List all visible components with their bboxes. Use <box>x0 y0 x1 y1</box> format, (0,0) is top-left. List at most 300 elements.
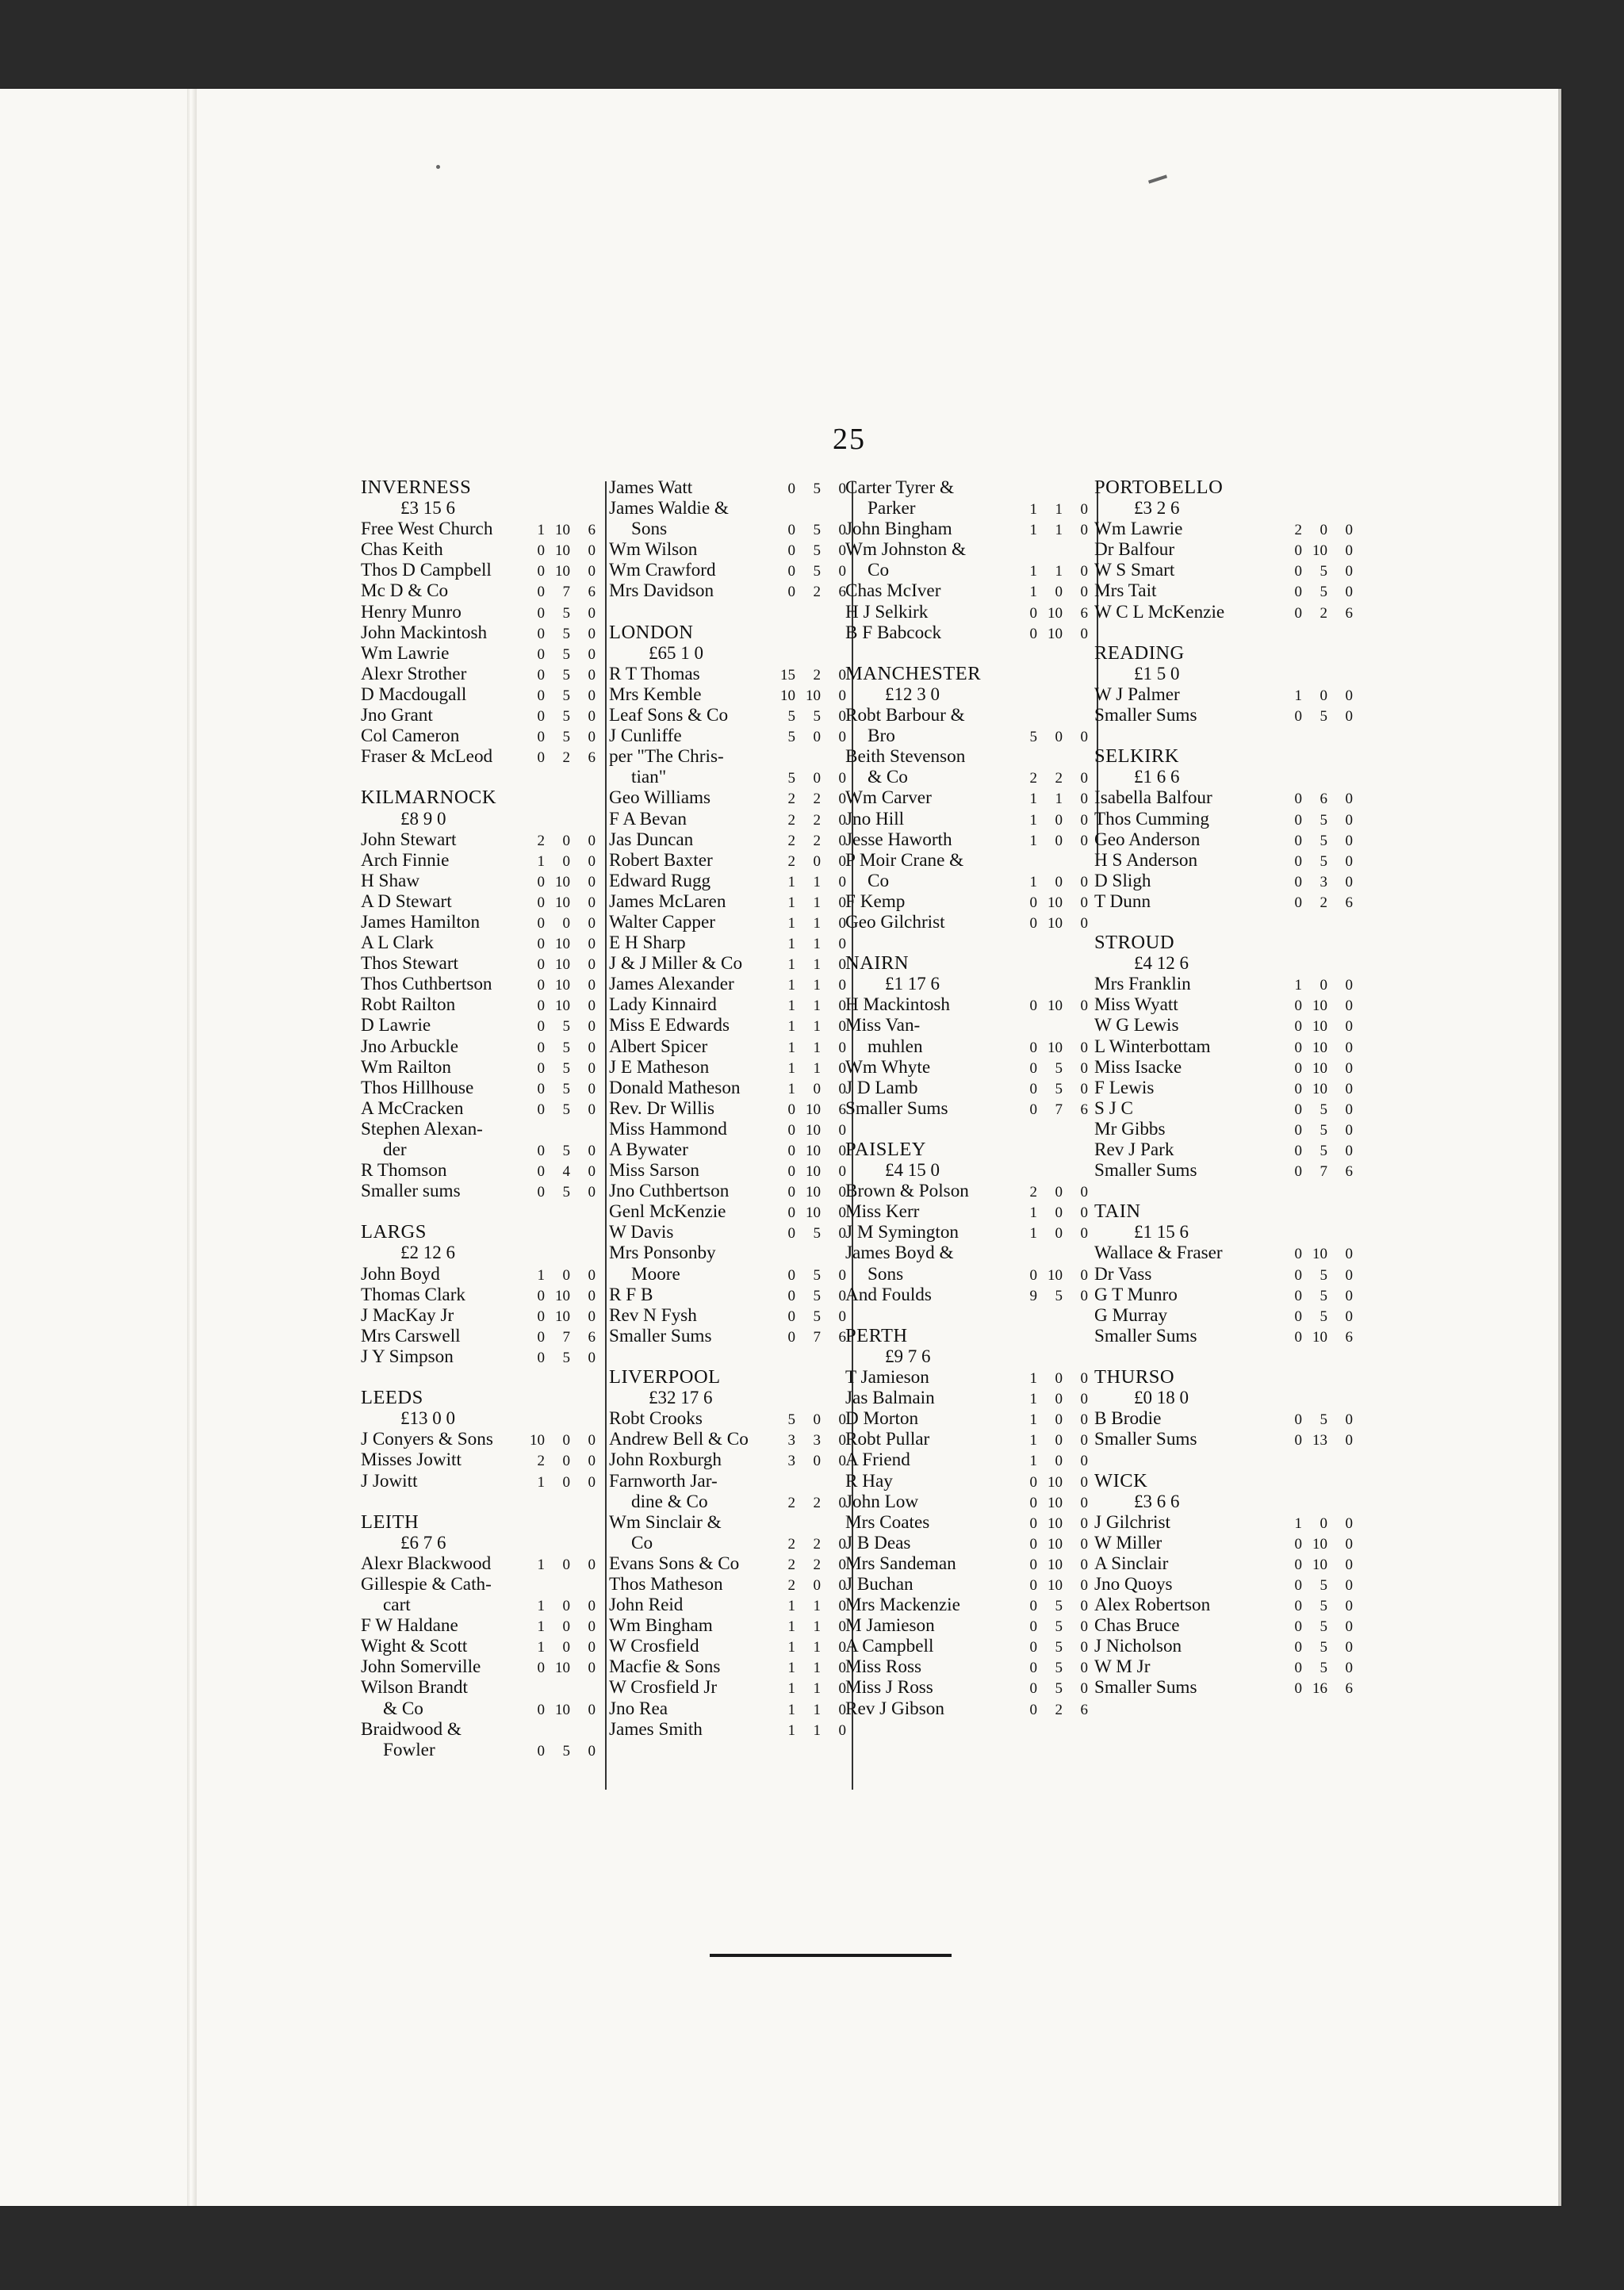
subscriber-name: Wm Carver <box>845 787 932 809</box>
amount <box>773 1721 849 1741</box>
amount-pence: 0 <box>1345 1266 1353 1284</box>
amount-pounds: 0 <box>1029 998 1037 1015</box>
subscriber-name: Chas McIver <box>845 580 941 602</box>
amount-pounds: 15 <box>780 666 795 684</box>
amount-pounds: 0 <box>1294 998 1302 1015</box>
amount-pence: 0 <box>1345 832 1353 849</box>
amount <box>1015 1430 1091 1451</box>
amount-shillings: 1 <box>813 1039 821 1056</box>
subscriber-name: W S Smart <box>1094 560 1175 581</box>
amount-pounds: 0 <box>1294 1432 1302 1449</box>
amount <box>523 872 599 893</box>
subscriber-name: Thos Hillhouse <box>361 1077 474 1098</box>
subscriber-name: Jesse Haworth <box>845 829 952 850</box>
amount <box>1015 1203 1091 1224</box>
amount-pounds: 1 <box>1294 1515 1302 1532</box>
subscriber-name: R Hay <box>845 1470 893 1492</box>
subscriber-name: W M Jr <box>1094 1656 1151 1678</box>
subscriber-row <box>609 1574 849 1595</box>
amount-pounds: 1 <box>787 1680 795 1698</box>
amount-pounds: 0 <box>1294 1680 1302 1698</box>
subscriber-name: Wight & Scott <box>361 1636 468 1657</box>
subscriber-name: John Somerville <box>361 1656 481 1678</box>
subscriber-row <box>361 1346 599 1367</box>
amount-shillings: 1 <box>813 1598 821 1615</box>
subscriber-name: D Morton <box>845 1408 919 1430</box>
town-total: £32 17 6 <box>649 1388 713 1408</box>
amount-pounds: 0 <box>1029 894 1037 911</box>
amount <box>1280 1286 1356 1307</box>
amount-pence: 0 <box>1345 977 1353 994</box>
amount-shillings: 5 <box>1320 708 1327 726</box>
amount <box>1280 1038 1356 1059</box>
amount-shillings: 3 <box>1320 873 1327 890</box>
subscriber-name: Thos Cuthbertson <box>361 974 492 995</box>
subscriber-row <box>361 519 599 539</box>
amount-shillings: 5 <box>813 1308 821 1325</box>
amount-pence: 0 <box>838 1639 846 1656</box>
amount <box>1015 1493 1091 1514</box>
subscriber-name: Geo Gilchrist <box>845 911 945 932</box>
subscriber-name: J Buchan <box>845 1573 914 1595</box>
subscriber-row <box>609 1719 849 1740</box>
subscriber-name: Smaller Sums <box>1094 705 1197 726</box>
amount-pence: 0 <box>588 625 596 642</box>
amount-pounds: 1 <box>787 1701 795 1718</box>
subscriber-name: Braidwood & <box>361 1718 462 1740</box>
amount-pounds: 2 <box>787 832 795 849</box>
subscriber-row <box>361 1574 599 1595</box>
subscriber-row <box>609 850 849 871</box>
amount-shillings: 10 <box>1312 542 1327 560</box>
amount-pounds: 0 <box>1294 791 1302 808</box>
amount-pence: 0 <box>588 1453 596 1470</box>
amount-shillings: 1 <box>813 1721 821 1739</box>
amount-pounds: 0 <box>787 563 795 580</box>
amount-shillings: 10 <box>555 977 570 994</box>
subscriber-row <box>361 1305 599 1326</box>
amount <box>773 789 849 810</box>
subscriber-row <box>1094 1119 1356 1139</box>
amount-pounds: 0 <box>1029 1556 1037 1573</box>
amount-shillings: 10 <box>1312 1328 1327 1346</box>
subscriber-row <box>609 705 849 726</box>
subscriber-name: Mrs Ponsonby <box>609 1243 716 1264</box>
amount-shillings: 1 <box>813 1639 821 1656</box>
amount-pence: 0 <box>1345 852 1353 870</box>
section-spacer <box>361 1492 599 1512</box>
amount-pounds: 0 <box>1294 1018 1302 1036</box>
amount <box>523 1700 599 1721</box>
subscriber-name: der <box>383 1139 407 1160</box>
amount-pounds: 2 <box>787 852 795 870</box>
amount-shillings: 10 <box>1048 1576 1063 1594</box>
amount <box>1280 561 1356 582</box>
amount <box>773 913 849 934</box>
subscriber-name: Wm Lawrie <box>1094 519 1183 540</box>
amount-pounds: 1 <box>787 998 795 1015</box>
town-total: £1 6 6 <box>1134 767 1180 787</box>
section-spacer <box>1094 1181 1356 1201</box>
subscriber-name: R T Thomas <box>609 663 700 684</box>
amount-pence: 0 <box>838 708 846 726</box>
amount <box>1015 1534 1091 1555</box>
subscriber-name: Thos Matheson <box>609 1573 723 1595</box>
subscriber-name: Beith Stevenson <box>845 746 966 768</box>
amount-shillings: 0 <box>562 852 570 870</box>
subscriber-row <box>609 809 849 829</box>
amount-pence: 0 <box>1345 1039 1353 1056</box>
amount-shillings: 10 <box>555 1287 570 1304</box>
amount <box>1015 1617 1091 1637</box>
subscriber-name: Dr Balfour <box>1094 539 1175 561</box>
amount-pence: 6 <box>838 1328 846 1346</box>
amount-shillings: 10 <box>806 1101 821 1118</box>
town-total: £3 6 6 <box>1134 1491 1180 1511</box>
amount-pence: 0 <box>588 1556 596 1573</box>
amount-pence: 0 <box>1080 1453 1088 1470</box>
amount-pounds: 0 <box>1029 914 1037 932</box>
section-spacer <box>609 602 849 622</box>
subscriber-name: W G Lewis <box>1094 1015 1179 1036</box>
subscriber-row <box>845 1449 1091 1470</box>
amount-shillings: 5 <box>813 563 821 580</box>
subscriber-row <box>845 1429 1091 1449</box>
amount-pence: 0 <box>838 563 846 580</box>
amount-pence: 0 <box>1080 1618 1088 1636</box>
subscriber-row <box>845 580 1091 601</box>
subscriber-name: Macfie & Sons <box>609 1656 721 1678</box>
amount-shillings: 5 <box>1055 1639 1063 1656</box>
subscriber-row <box>845 1367 1091 1388</box>
amount-pence: 0 <box>838 1039 846 1056</box>
amount-pence: 0 <box>1080 1535 1088 1553</box>
subscriber-row <box>361 1656 599 1677</box>
town-heading: INVERNESS <box>361 477 472 498</box>
amount-pence: 0 <box>1080 1680 1088 1698</box>
subscriber-row <box>361 1429 599 1449</box>
amount-pence: 0 <box>1345 1515 1353 1532</box>
amount <box>1015 1369 1091 1389</box>
amount-pence: 0 <box>588 604 596 622</box>
subscriber-row <box>845 1698 1091 1719</box>
subscriber-row <box>1094 1305 1356 1326</box>
amount-pounds: 0 <box>537 584 545 601</box>
subscription-column-2 <box>609 477 849 1740</box>
amount-shillings: 1 <box>813 1660 821 1677</box>
amount-pence: 0 <box>1345 1598 1353 1615</box>
amount-shillings: 5 <box>562 1349 570 1366</box>
town-total: £65 1 0 <box>649 642 703 663</box>
town-heading: NAIRN <box>845 952 910 975</box>
amount-shillings: 0 <box>813 1576 821 1594</box>
amount-pounds: 0 <box>1029 625 1037 642</box>
amount-shillings: 1 <box>813 1680 821 1698</box>
subscriber-name: Andrew Bell & Co <box>609 1429 749 1450</box>
amount-shillings: 1 <box>813 1018 821 1036</box>
subscriber-row <box>845 1078 1091 1098</box>
amount <box>1015 1059 1091 1079</box>
subscriber-row <box>1094 519 1356 539</box>
subscriber-name: G Murray <box>1094 1304 1168 1326</box>
amount-pounds: 0 <box>1029 1101 1037 1118</box>
subscriber-name: Wm Whyte <box>845 1056 931 1078</box>
amount-pounds: 0 <box>1294 1660 1302 1677</box>
subscriber-name: E H Sharp <box>609 932 686 954</box>
subscriber-row <box>361 1098 599 1119</box>
subscriber-row <box>845 1388 1091 1408</box>
margin-mark <box>436 165 440 169</box>
amount-shillings: 2 <box>1320 894 1327 911</box>
amount <box>1280 831 1356 852</box>
amount <box>523 603 599 624</box>
amount <box>523 831 599 852</box>
amount <box>523 1286 599 1307</box>
amount-pounds: 0 <box>1294 1598 1302 1615</box>
amount-shillings: 0 <box>562 1598 570 1615</box>
subscriber-row <box>845 1615 1091 1636</box>
subscriber-name: Edward Rugg <box>609 870 711 891</box>
amount-pounds: 1 <box>1029 1432 1037 1449</box>
amount <box>1015 1100 1091 1120</box>
amount <box>773 1658 849 1679</box>
subscriber-name: Mrs Sandeman <box>845 1553 956 1574</box>
section-spacer <box>1094 912 1356 932</box>
subscriber-name: Miss Ross <box>845 1656 922 1678</box>
amount-shillings: 13 <box>1312 1432 1327 1449</box>
amount-pence: 0 <box>838 1618 846 1636</box>
subscriber-name: Isabella Balfour <box>1094 787 1212 809</box>
amount <box>523 1182 599 1203</box>
amount-shillings: 5 <box>1320 832 1327 849</box>
town-heading: THURSO <box>1094 1366 1175 1388</box>
subscriber-row <box>361 1449 599 1470</box>
amount <box>773 996 849 1017</box>
amount <box>1280 1576 1356 1596</box>
subscriber-row <box>845 1553 1091 1574</box>
subscriber-name: S J C <box>1094 1097 1133 1119</box>
amount-pence: 0 <box>1345 1080 1353 1097</box>
amount-shillings: 10 <box>555 936 570 953</box>
amount-pence: 0 <box>1345 1246 1353 1263</box>
amount-pounds: 0 <box>787 1184 795 1201</box>
amount-pounds: 1 <box>787 956 795 974</box>
subscriber-name: Brown & Polson <box>845 1181 969 1202</box>
amount <box>1280 603 1356 624</box>
amount-pence: 6 <box>1345 1328 1353 1346</box>
subscriber-name: Miss Wyatt <box>1094 994 1178 1016</box>
subscriber-name: A Friend <box>845 1449 910 1471</box>
amount-shillings: 0 <box>1055 873 1063 890</box>
amount <box>523 1555 599 1576</box>
amount <box>523 1472 599 1493</box>
amount-shillings: 2 <box>1055 770 1063 787</box>
subscriber-row <box>1094 580 1356 601</box>
subscriber-row <box>845 1408 1091 1429</box>
amount-pence: 0 <box>838 914 846 932</box>
amount-shillings: 0 <box>562 832 570 849</box>
amount-shillings: 5 <box>562 625 570 642</box>
amount-pounds: 0 <box>537 1701 545 1718</box>
amount-shillings: 0 <box>1055 1453 1063 1470</box>
subscriber-row <box>1094 1160 1356 1181</box>
subscriber-name: W J Palmer <box>1094 684 1180 705</box>
subscriber-row <box>845 1656 1091 1677</box>
subscription-column-4 <box>1094 477 1356 1698</box>
amount <box>773 727 849 748</box>
amount-shillings: 10 <box>806 1121 821 1139</box>
town-heading: TAIN <box>1094 1201 1141 1223</box>
town-total: £3 2 6 <box>1134 498 1180 519</box>
amount-shillings: 10 <box>555 1701 570 1718</box>
subscriber-row <box>609 1326 849 1346</box>
amount-pounds: 1 <box>1029 811 1037 829</box>
subscriber-name: Albert Spicer <box>609 1036 708 1057</box>
amount <box>1015 1596 1091 1617</box>
amount-pence: 0 <box>588 936 596 953</box>
amount-shillings: 10 <box>806 687 821 704</box>
amount <box>1015 1514 1091 1534</box>
amount <box>1280 1162 1356 1182</box>
subscriber-row <box>609 1015 849 1036</box>
amount-shillings: 1 <box>813 1618 821 1636</box>
amount <box>773 1327 849 1348</box>
subscriber-row <box>609 1181 849 1201</box>
amount-pence: 0 <box>838 729 846 746</box>
amount-shillings: 0 <box>1055 584 1063 601</box>
amount-pounds: 0 <box>537 625 545 642</box>
subscriber-name: Sons <box>868 1263 904 1285</box>
subscriber-name: J Cunliffe <box>609 726 682 747</box>
amount-shillings: 5 <box>1320 1143 1327 1159</box>
amount-pence: 0 <box>838 1411 846 1429</box>
amount-shillings: 5 <box>562 604 570 622</box>
subscriber-row <box>845 519 1091 539</box>
subscriber-row <box>361 974 599 994</box>
subscriber-name: Thomas Clark <box>361 1284 466 1305</box>
amount-shillings: 1 <box>813 894 821 911</box>
amount <box>1280 872 1356 893</box>
amount <box>523 686 599 707</box>
amount-pence: 0 <box>588 1266 596 1284</box>
closing-rule <box>710 1954 952 1957</box>
amount <box>1280 582 1356 603</box>
amount-pence: 0 <box>838 1494 846 1511</box>
amount <box>1015 1286 1091 1307</box>
amount-shillings: 0 <box>562 1266 570 1284</box>
amount <box>773 955 849 975</box>
amount-shillings: 5 <box>813 1225 821 1243</box>
section-spacer <box>1094 1449 1356 1470</box>
subscriber-row <box>1094 602 1356 622</box>
amount-pence: 0 <box>838 1308 846 1325</box>
amount-pounds: 1 <box>1029 584 1037 601</box>
subscriber-name: W Crosfield <box>609 1636 699 1657</box>
amount <box>773 975 849 996</box>
subscriber-row <box>845 622 1091 643</box>
subscriber-row <box>845 602 1091 622</box>
amount-pence: 0 <box>588 977 596 994</box>
subscriber-row <box>609 1615 849 1636</box>
amount <box>773 1307 849 1327</box>
amount-shillings: 5 <box>562 1184 570 1201</box>
subscriber-row <box>361 891 599 912</box>
amount-pounds: 2 <box>537 1453 545 1470</box>
amount-pounds: 0 <box>1029 1598 1037 1615</box>
amount <box>773 1182 849 1203</box>
amount-shillings: 5 <box>1320 1266 1327 1284</box>
amount-pounds: 5 <box>787 708 795 726</box>
subscriber-name: J MacKay Jr <box>361 1304 454 1326</box>
subscriber-row <box>609 1677 849 1698</box>
amount-pounds: 1 <box>787 1639 795 1656</box>
amount-pence: 0 <box>1345 1556 1353 1573</box>
subscriber-row <box>609 1119 849 1139</box>
amount-pence: 0 <box>588 956 596 974</box>
subscriber-row <box>845 1677 1091 1698</box>
amount <box>523 1079 599 1100</box>
subscriber-row <box>609 871 849 891</box>
amount-pence: 0 <box>1080 791 1088 808</box>
amount-pounds: 0 <box>1294 811 1302 829</box>
amount-pence: 0 <box>1080 563 1088 580</box>
subscriber-name: Mrs Mackenzie <box>845 1595 960 1616</box>
subscriber-row <box>845 1057 1091 1078</box>
subscriber-row <box>1094 1264 1356 1285</box>
amount-shillings: 5 <box>813 1266 821 1284</box>
subscriber-row <box>609 1449 849 1470</box>
amount-shillings: 5 <box>1320 584 1327 601</box>
amount-pence: 0 <box>1345 1018 1353 1036</box>
subscriber-name: Smaller Sums <box>1094 1677 1197 1698</box>
subscriber-row <box>361 684 599 705</box>
subscriber-row <box>361 602 599 622</box>
subscriber-row <box>609 1553 849 1574</box>
amount-pence: 0 <box>1345 998 1353 1015</box>
amount-pounds: 0 <box>537 873 545 890</box>
amount <box>1280 1430 1356 1451</box>
amount-pounds: 0 <box>537 956 545 974</box>
amount <box>523 748 599 768</box>
amount-pounds: 0 <box>537 914 545 932</box>
amount-pence: 0 <box>1080 1598 1088 1615</box>
amount <box>1015 1700 1091 1721</box>
amount-pounds: 0 <box>1294 832 1302 849</box>
subscriber-name: James Alexander <box>609 974 734 995</box>
amount-pence: 0 <box>838 1701 846 1718</box>
amount-pounds: 0 <box>1294 563 1302 580</box>
amount-shillings: 5 <box>1055 1059 1063 1077</box>
amount-pence: 0 <box>1345 811 1353 829</box>
amount <box>773 1162 849 1182</box>
amount-pounds: 5 <box>1029 729 1037 746</box>
subscriber-row <box>845 746 1091 767</box>
amount-shillings: 10 <box>1312 998 1327 1015</box>
amount <box>773 934 849 955</box>
amount-pence: 0 <box>838 811 846 829</box>
amount <box>1280 1079 1356 1100</box>
subscriber-row <box>845 1243 1091 1263</box>
subscriber-row <box>609 891 849 912</box>
amount-pence: 0 <box>838 1660 846 1677</box>
amount-shillings: 0 <box>1055 811 1063 829</box>
section-spacer <box>845 1119 1091 1139</box>
subscriber-row <box>361 1160 599 1181</box>
amount-pounds: 1 <box>1029 1225 1037 1243</box>
town-heading: LEEDS <box>361 1387 423 1409</box>
amount-shillings: 0 <box>562 1556 570 1573</box>
amount-pounds: 0 <box>1294 1411 1302 1429</box>
